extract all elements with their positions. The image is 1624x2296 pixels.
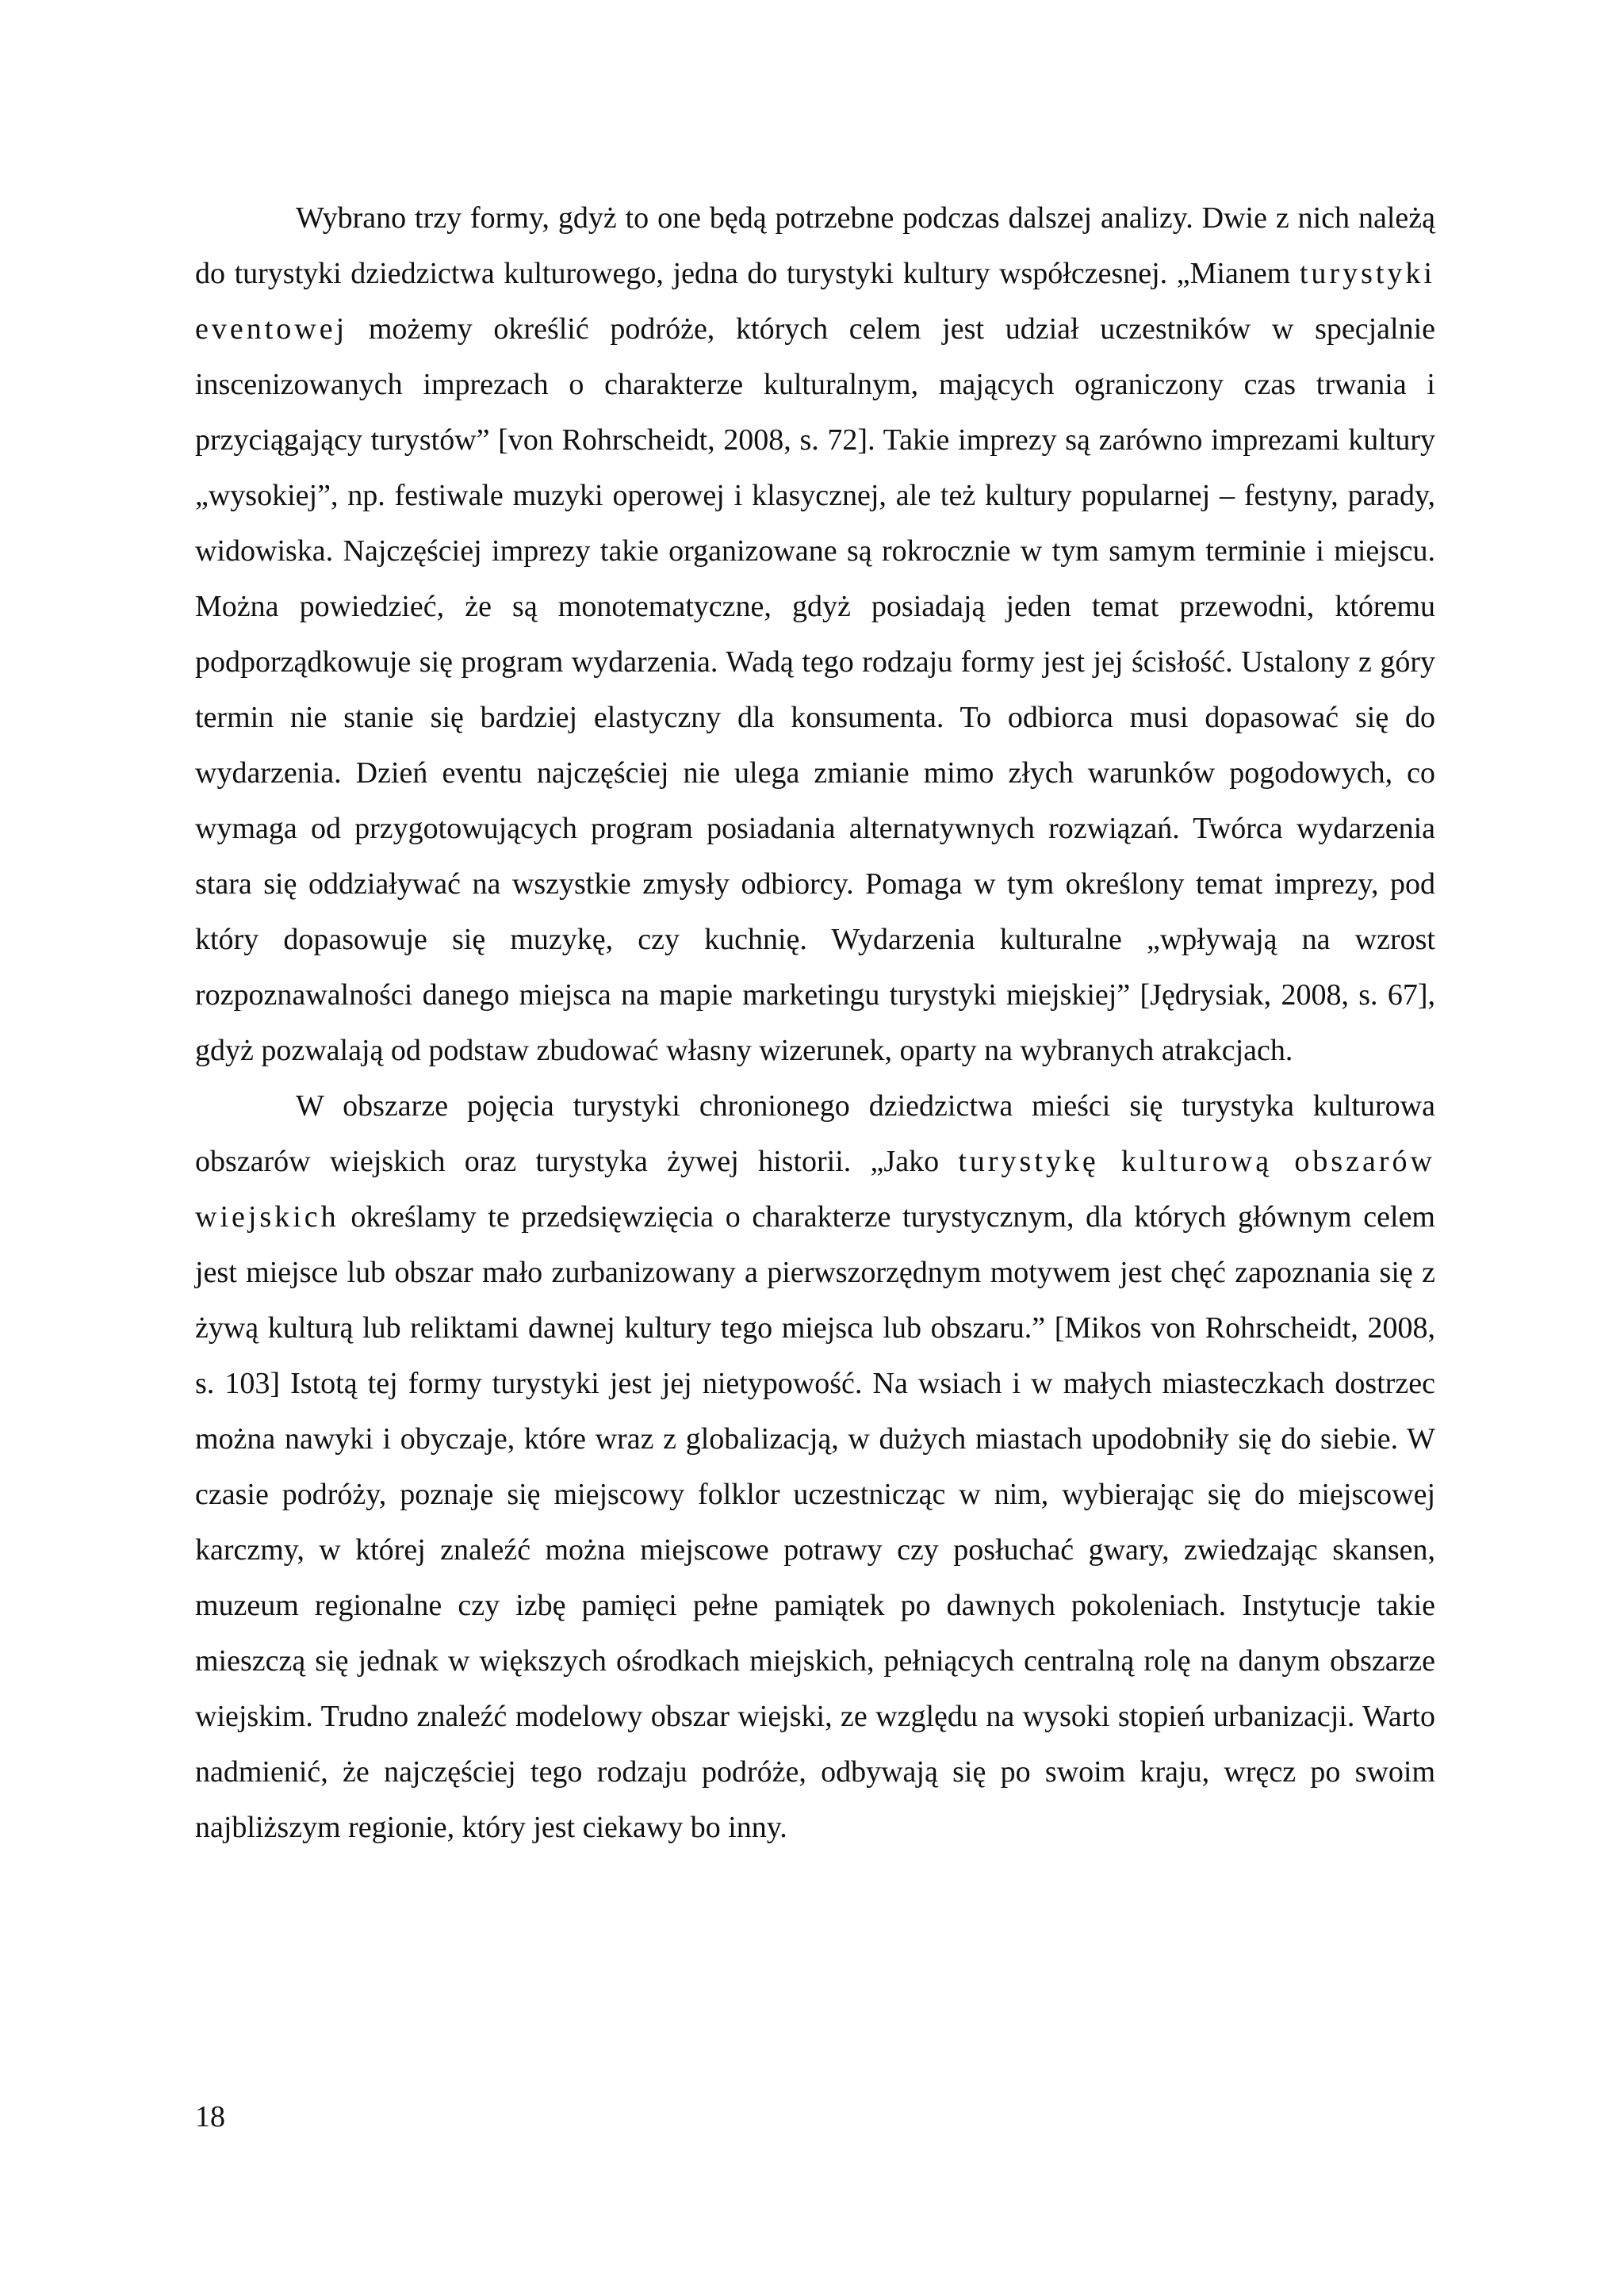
term-rural-cultural-tourism: turystykę kulturową obszarów wiejskich xyxy=(195,1145,1435,1234)
paragraph-2-text-1: W obszarze pojęcia turystyki chronionego dziedzictwa mieści się turystyka kulturowa obszarów wiejskich oraz turystyka żywej historii. „Jako xyxy=(195,1089,1435,1178)
paragraph-2-text-2: określamy te przedsięwzięcia o charakterze turystycznym, dla których głównym celem jest miejsce lub obszar mało zurbanizowany a pierwszorzędnym motywem jest chęć zapoznania się z żywą kulturą lub reliktami dawnej kultury tego miejsca lub obszaru.” [Mikos von Rohrscheidt, 2008, s. 103] Istotą tej formy turystyki jest jej nietypowość. Na wsiach i w małych miasteczkach dostrzec można nawyki i obyczaje, które wraz z globalizacją, w dużych miastach upodobniły się do siebie. W czasie podróży, poznaje się miejscowy folklor uczestnicząc w nim, wybierając się do miejscowej karczmy, w której znaleźć można miejscowe potrawy czy posłuchać gwary, zwiedzając skansen, muzeum regionalne czy izbę pamięci pełne pamiątek po dawnych pokoleniach. Instytucje takie mieszczą się jednak w większych ośrodkach miejskich, pełniących centralną rolę na danym obszarze wiejskim. Trudno znaleźć modelowy obszar wiejski, ze względu na wysoki stopień urbanizacji. Warto nadmienić, że najczęściej tego rodzaju podróże, odbywają się po swoim kraju, wręcz po swoim najbliższym regionie, który jest ciekawy bo inny. xyxy=(195,1200,1435,1844)
paragraph-event-tourism xyxy=(195,190,1435,1078)
term-event-tourism: turystyki eventowej xyxy=(195,257,1435,346)
page-number: 18 xyxy=(195,2100,225,2133)
paragraph-rural-cultural-tourism xyxy=(195,1078,1435,1855)
paragraph-1-text-2: możemy określić podróże, których celem jest udział uczestników w specjalnie inscenizowanych imprezach o charakterze kulturalnym, mających ograniczony czas trwania i przyciągający turystów” [von Rohrscheidt, 2008, s. 72]. Takie imprezy są zarówno imprezami kultury „wysokiej”, np. festiwale muzyki operowej i klasycznej, ale też kultury popularnej – festyny, parady, widowiska. Najczęściej imprezy takie organizowane są rokrocznie w tym samym terminie i miejscu. Można powiedzieć, że są monotematyczne, gdyż posiadają jeden temat przewodni, któremu podporządkowuje się program wydarzenia. Wadą tego rodzaju formy jest jej ścisłość. Ustalony z góry termin nie stanie się bardziej elastyczny dla konsumenta. To odbiorca musi dopasować się do wydarzenia. Dzień eventu najczęściej nie ulega zmianie mimo złych warunków pogodowych, co wymaga od przygotowujących program posiadania alternatywnych rozwiązań. Twórca wydarzenia stara się oddziaływać na wszystkie zmysły odbiorcy. Pomaga w tym określony temat imprezy, pod który dopasowuje się muzykę, czy kuchnię. Wydarzenia kulturalne „wpływają na wzrost rozpoznawalności danego miejsca na mapie marketingu turystyki miejskiej” [Jędrysiak, 2008, s. 67], gdyż pozwalają od podstaw zbudować własny wizerunek, oparty na wybranych atrakcjach. xyxy=(195,312,1435,1067)
body-text xyxy=(195,190,1435,1855)
paragraph-1-text-1: Wybrano trzy formy, gdyż to one będą potrzebne podczas dalszej analizy. Dwie z nich należą do turystyki dziedzictwa kulturowego, jedna do turystyki kultury współczesnej. „Mianem xyxy=(195,201,1435,290)
